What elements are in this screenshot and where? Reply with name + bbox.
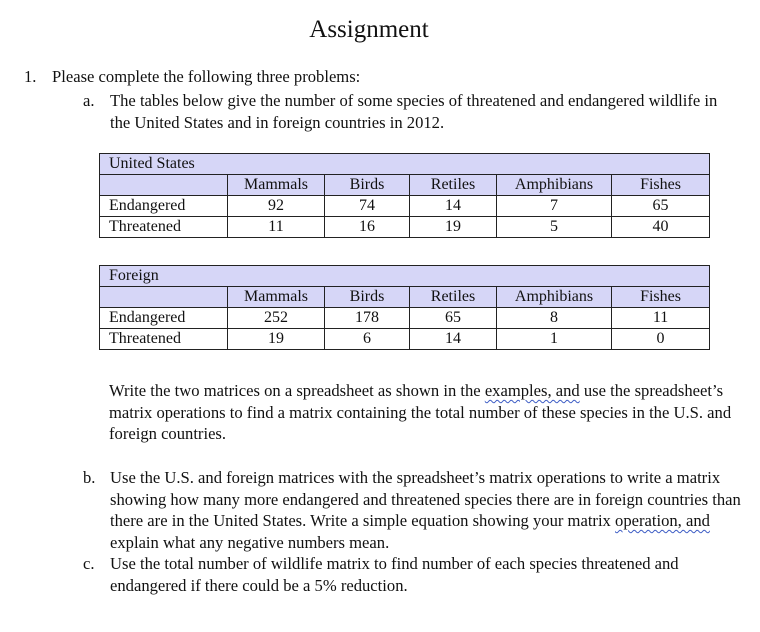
part-b-text [110, 467, 750, 553]
part-b-text-start: Use the U.S. and foreign matrices with the spreadsheet’s matrix operations to write a matrix showing how many more endangered and threatened species there are in foreign countries than there are in the United States. Write a simple equation showing your matrix [110, 468, 741, 530]
table-cell: 14 [410, 196, 497, 217]
table-cell: 5 [497, 217, 612, 238]
instruction-paragraph [109, 380, 749, 445]
table-cell: 11 [228, 217, 325, 238]
table-cell: 178 [325, 308, 410, 329]
instruction-text: Write the two matrices on a spreadsheet as shown in the [109, 381, 485, 400]
table-cell: 11 [612, 308, 710, 329]
table-cell: 1 [497, 329, 612, 350]
us-table-caption: United States [100, 154, 228, 175]
part-b-text-end: explain what any negative numbers mean. [110, 532, 390, 552]
part-a-label: a. [83, 91, 95, 110]
instruction-text: use the spreadsheet’s matrix operations to find a matrix containing the total number of these species in the U.S. and foreign countries. [109, 381, 732, 443]
table-cell: 65 [612, 196, 710, 217]
us-species-table [99, 153, 710, 238]
grammar-flagged-text: operation, and [615, 511, 710, 530]
col-header: Amphibians [497, 175, 612, 196]
table-row [100, 308, 710, 329]
table-cell: 40 [612, 217, 710, 238]
part-c-label: c. [83, 554, 95, 573]
table-cell: 6 [325, 329, 410, 350]
row-label: Endangered [100, 196, 228, 217]
table-cell: 19 [410, 217, 497, 238]
col-header: Mammals [228, 287, 325, 308]
table-cell: 16 [325, 217, 410, 238]
col-header: Fishes [612, 175, 710, 196]
part-c-text: Use the total number of wildlife matrix to find number of each species threatened and endangered if there could be a 5% reduction. [110, 554, 679, 595]
table-row [100, 217, 710, 238]
grammar-flagged-text: examples, and [484, 381, 580, 400]
caption-fill [228, 266, 710, 287]
table-cell: 65 [410, 308, 497, 329]
col-header: Retiles [410, 287, 497, 308]
col-header: Amphibians [497, 287, 612, 308]
corner-cell [100, 287, 228, 308]
table-cell: 7 [497, 196, 612, 217]
table-row [100, 196, 710, 217]
item-text: Please complete the following three problems: [52, 67, 361, 86]
table-cell: 92 [228, 196, 325, 217]
foreign-table-caption: Foreign [100, 266, 228, 287]
item-number: 1. [24, 67, 37, 86]
table-cell: 252 [228, 308, 325, 329]
foreign-species-table [99, 265, 710, 350]
row-label: Endangered [100, 308, 228, 329]
page-title: Assignment [309, 16, 429, 43]
col-header: Birds [325, 287, 410, 308]
corner-cell [100, 175, 228, 196]
part-a-text: The tables below give the number of some species of threatened and endangered wildlife in the United States and in foreign countries in 2012. [110, 91, 718, 132]
table-cell: 19 [228, 329, 325, 350]
table-cell: 0 [612, 329, 710, 350]
row-label: Threatened [100, 217, 228, 238]
col-header: Mammals [228, 175, 325, 196]
row-label: Threatened [100, 329, 228, 350]
table-cell: 8 [497, 308, 612, 329]
col-header: Retiles [410, 175, 497, 196]
col-header: Birds [325, 175, 410, 196]
table-cell: 14 [410, 329, 497, 350]
part-b-label: b. [83, 468, 96, 487]
caption-fill [228, 154, 710, 175]
table-row [100, 329, 710, 350]
table-cell: 74 [325, 196, 410, 217]
col-header: Fishes [612, 287, 710, 308]
